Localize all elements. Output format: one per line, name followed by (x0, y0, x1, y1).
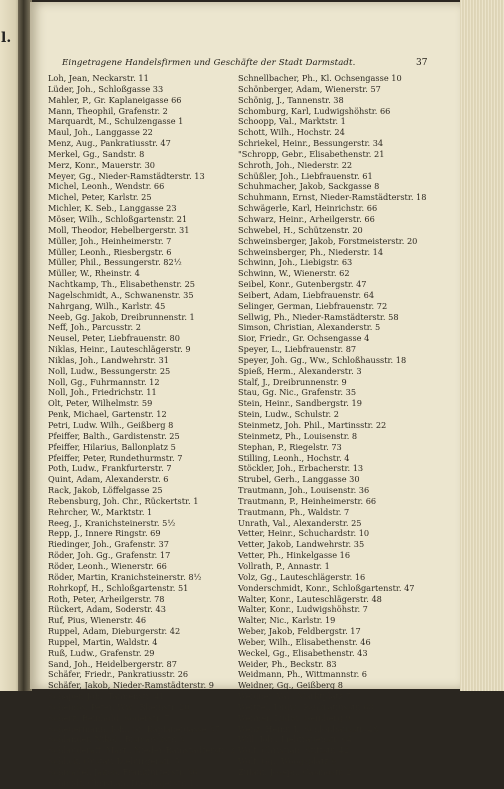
directory-entry: Speyer, Joh. Gg., Ww., Schloßhausstr. 18 (238, 354, 407, 365)
directory-entry: Noll, Ludw., Bessungerstr. 25 (48, 365, 171, 376)
directory-entry: Vetter, Heinr., Schuchardstr. 10 (238, 528, 370, 539)
previous-page-text-fragment: l. (1, 30, 12, 46)
directory-entry: Speyer, L., Liebfrauenstr. 87 (238, 344, 357, 355)
directory-entry: Vonderschmidt, Konr., Schloßgartenstr. 47 (238, 582, 415, 593)
directory-entry: Petri, Ludw. Wilh., Geißberg 8 (48, 420, 174, 430)
directory-entry: Rehrcher, W., Marktstr. 1 (48, 506, 153, 517)
directory-entry: Schnellbacher, Ph., Kl. Ochsengasse 10 (238, 73, 402, 83)
directory-entry: Maul, Joh., Langgasse 22 (48, 127, 153, 138)
directory-entry: Röder, Joh. Gg., Grafenstr. 17 (48, 550, 171, 561)
directory-entry: Merz, Konr., Mauerstr. 30 (48, 159, 156, 170)
directory-entry: Müller, Leonh., Riesbergstr. 6 (48, 246, 172, 257)
directory-entry: Schwägerle, Karl, Heinrichstr. 66 (238, 203, 378, 214)
directory-entry: Nagelschmidt, A., Schwanenstr. 35 (48, 289, 194, 300)
directory-entry: Unrath, Val., Alexanderstr. 25 (238, 517, 362, 528)
directory-entry: Selinger, German, Liebfrauenstr. 72 (238, 300, 388, 311)
directory-entry: Schlander, Nikol., Bismarckstr. 3 (48, 734, 185, 745)
directory-entry: Reeg, J., Kranichsteinerstr. 5½ (48, 517, 176, 528)
directory-entry: Weidner, Val., Marktplatz 7 (238, 691, 351, 702)
directory-entry: Ruf, Pius, Wienerstr. 46 (48, 615, 147, 626)
directory-entry: Olt, Peter, Wilhelmstr. 59 (48, 398, 153, 409)
directory-entry: Rack, Jakob, Löffelgasse 25 (48, 485, 163, 496)
directory-entry: Seibel, Konr., Gutenbergstr. 47 (238, 279, 367, 290)
directory-entry: Scheuermann, Joh., Gr. Kaplaneigasse 37 (48, 723, 220, 734)
directory-entry: Pfeiffer, Peter, Rundethurmstr. 7 (48, 452, 183, 463)
page-number: 37 (416, 58, 428, 68)
directory-entry: Röder, Leonh., Wienerstr. 66 (48, 560, 167, 571)
directory-entry: Mann, Theophil, Grafenstr. 2 (48, 105, 168, 116)
directory-entry: Scherz, Reinhold, Soderstr. 7 (48, 712, 170, 723)
directory-entry: Trautmann, Joh., Louisenstr. 36 (238, 485, 370, 496)
directory-entry: Schlick, Gustav, Dieburgerstr. 5 (48, 756, 180, 767)
directory-entry: Weber, Jakob, Feldbergstr. 17 (238, 626, 361, 637)
directory-entry: Schäfer, Jakob, Nieder-Ramstädterstr. 9 (48, 680, 214, 691)
directory-entry: Schwarz, Heinr., Arheilgerstr. 66 (238, 213, 375, 224)
directory-entry: Noll, Gg., Fuhrmannstr. 12 (48, 376, 160, 387)
directory-entry: Strubel, Gerh., Langgasse 30 (238, 474, 360, 485)
directory-entry: Wolf, Gg., Woogsplatz 6 (238, 756, 337, 767)
directory-entry: Röder, Martin, Kranichsteinerstr. 8½ (48, 571, 202, 582)
directory-entry: Ruppel, Martin, Waldstr. 4 (48, 636, 158, 647)
right-column (238, 73, 458, 778)
directory-entry: Simson, Christian, Alexanderstr. 5 (238, 322, 381, 333)
directory-entry: Schäfer, Friedr., Pankratiusstr. 26 (48, 669, 189, 680)
directory-entry: Walter, Konr., Ludwigshöhstr. 7 (238, 604, 368, 615)
directory-entry: Mahler, P., Gr. Kaplaneigasse 66 (48, 94, 182, 105)
directory-entry: Vollrath, P., Annastr. 1 (238, 560, 330, 571)
directory-entry: Merkel, Gg., Sandstr. 8 (48, 148, 145, 159)
directory-entry: Stein, Ludw., Schulstr. 2 (238, 409, 339, 420)
directory-entry: Schmidt, Christian, Dieburgerstr. 11 (48, 777, 200, 788)
directory-entry: Stephan, P., Riegelstr. 73 (238, 441, 342, 452)
page-block-edge (460, 0, 504, 691)
directory-entry: Schlauderaff, Mart., Nieder-Ramstädterstr. 3 (48, 745, 236, 756)
directory-entry: Trautmann, P., Heinheimerstr. 66 (238, 495, 377, 506)
directory-entry: Rückert, Adam, Soderstr. 43 (48, 604, 166, 615)
directory-entry: Weidmann, Ph., Wittmannstr. 6 (238, 669, 368, 680)
directory-entry: Schweinsberger, Jakob, Forstmeisterstr. 20 (238, 235, 418, 246)
directory-entry: Lüder, Joh., Schloßgasse 33 (48, 83, 164, 94)
directory-entry: Wenner, Ludw., Geißberg 9 (238, 712, 351, 723)
directory-entry: Ruß, Ludw., Grafenstr. 29 (48, 647, 155, 658)
directory-entry: Weitzel, Ludw., Pankratiusstr. 68 (238, 701, 374, 712)
directory-entry: Penk, Michael, Gartenstr. 12 (48, 409, 167, 420)
directory-entry: Schwebel, H., Schützenstr. 20 (238, 224, 363, 235)
directory-entry: Schwinn, W., Wienerstr. 62 (238, 268, 350, 279)
directory-entry: Michel, Leonh., Wendstr. 66 (48, 181, 165, 192)
directory-entry: Menz, Aug., Pankratiusstr. 47 (48, 138, 171, 149)
directory-entry: Müller, W., Rheinstr. 4 (48, 268, 140, 279)
directory-entry: Niklas, Heinr., Lauteschlägerstr. 9 (48, 344, 191, 355)
directory-entry: Rohrkopf, H., Schloßgartenstr. 51 (48, 582, 189, 593)
directory-entry: Schmadel, Jakob, Frankfurterstr. 36 (48, 767, 198, 777)
directory-entry: Schweinsberger, Ph., Niederstr. 14 (238, 246, 384, 257)
directory-entry: Vetter, Jakob, Landwehrstr. 35 (238, 539, 365, 550)
directory-entry: Walter, Nic., Karlstr. 19 (238, 615, 336, 626)
directory-entry: Pfeiffer, Balth., Gardistenstr. 25 (48, 430, 180, 441)
directory-entry: Niklas, Joh., Landwehrstr. 31 (48, 354, 169, 365)
directory-entry: Roth, Peter, Arheilgerstr. 78 (48, 593, 165, 604)
directory-entry: Poth, Ludw., Frankfurterstr. 7 (48, 463, 172, 474)
directory-entry: Rebensburg, Joh. Chr., Rückertstr. 1 (48, 495, 199, 506)
directory-entry: Schroth, Joh., Niederstr. 22 (238, 159, 353, 170)
directory-entry: Stein, Heinr., Sandbergstr. 19 (238, 398, 362, 409)
directory-entry: Schwinn, Joh., Liebigstr. 63 (238, 257, 353, 268)
directory-entry: Schott, Wilh., Hochstr. 24 (238, 127, 345, 138)
directory-entry: Weckel, Gg., Elisabethenstr. 43 (238, 647, 368, 658)
directory-entry: Schriekel, Heinr., Bessungerstr. 34 (238, 138, 384, 149)
directory-entry: Möser, Wilh., Schloßgartenstr. 21 (48, 213, 188, 224)
directory-entry: Nahrgang, Wilh., Karlstr. 45 (48, 300, 166, 311)
directory-entry: Sand, Joh., Heidelbergerstr. 87 (48, 658, 177, 669)
directory-entry: Walter, Konr., Lauteschlägerstr. 48 (238, 593, 382, 604)
directory-entry: Schembs, Peter, Ww., Rheinstr. 20 (48, 701, 190, 712)
directory-entry: Noll, Joh., Friedrichstr. 11 (48, 387, 157, 398)
directory-entry: Schomburg, Karl, Ludwigshöhstr. 66 (238, 105, 391, 116)
directory-entry: Ruppel, Adam, Dieburgerstr. 42 (48, 626, 181, 637)
directory-entry: Sior, Friedr., Gr. Ochsengasse 4 (238, 333, 370, 344)
directory-entry: Neff, Joh., Parcusstr. 2 (48, 322, 141, 333)
directory-entry: Quint, Adam, Alexanderstr. 6 (48, 474, 169, 485)
directory-entry: Zulauf, Joseph, Casinostr. 2 (238, 767, 352, 777)
directory-entry: Repp, J., Innere Ringstr. 69 (48, 528, 161, 539)
directory-entry: Steinmetz, Ph., Louisenstr. 8 (238, 430, 358, 441)
directory-entry: Müller, Joh., Heinheimerstr. 7 (48, 235, 172, 246)
directory-entry: Michler, K. Seb., Langgasse 23 (48, 203, 177, 214)
directory-entry: Weider, Ph., Beckstr. 83 (238, 658, 337, 669)
directory-entry: Loh, Jean, Neckarstr. 11 (48, 73, 149, 83)
directory-entry: Neusel, Peter, Liebfrauenstr. 80 (48, 333, 180, 344)
directory-entry: Meyer, Gg., Nieder-Ramstädterstr. 13 (48, 170, 205, 181)
directory-entry: Trautmann, Ph., Waldstr. 7 (238, 506, 350, 517)
directory-entry: Schüßler, Joh., Liebfrauenstr. 61 (238, 170, 373, 181)
directory-entry: Stilling, Leonh., Hochstr. 4 (238, 452, 350, 463)
directory-page (30, 2, 460, 788)
directory-entry: Vetter, Ph., Hinkelgasse 16 (238, 550, 351, 561)
directory-entry: Stöckler, Joh., Erbacherstr. 13 (238, 463, 364, 474)
directory-entry: Michel, Peter, Karlstr. 25 (48, 192, 152, 203)
directory-entry: Schaper, Joh., Tannenstr. 41 (48, 691, 165, 702)
page-header-title: Eingetragene Handelsfirmen und Geschäfte der Stadt Darmstadt. (62, 58, 356, 68)
directory-entry: Seibert, Adam, Liebfrauenstr. 64 (238, 289, 375, 300)
directory-entry: Schönberger, Adam, Wienerstr. 57 (238, 83, 381, 94)
directory-entry: Schoopp, Val., Marktstr. 1 (238, 116, 346, 127)
left-column (48, 73, 253, 789)
directory-entry: Stau, Gg. Nic., Grafenstr. 35 (238, 387, 357, 398)
directory-entry: Weidner, Gg., Geißberg 8 (238, 680, 343, 691)
directory-entry: Nachtkamp, Th., Elisabethenstr. 25 (48, 279, 195, 290)
directory-entry: Sellwig, Ph., Nieder-Ramstädterstr. 58 (238, 311, 399, 322)
directory-entry: Riedinger, Joh., Grafenstr. 37 (48, 539, 169, 550)
directory-entry: Wenz, Heinr. J., Schloßhausstr. 48 (238, 723, 379, 734)
directory-entry: Schönig, J., Tannenstr. 38 (238, 94, 344, 105)
directory-entry: Will, Joh., Liebfrauenstr. 64 (238, 734, 353, 745)
directory-entry: Schuhmann, Ernst, Nieder-Ramstädterstr. 18 (238, 192, 427, 203)
directory-entry: Müller, Phil., Bessungerstr. 82½ (48, 257, 182, 268)
directory-entry: Schuhmacher, Jakob, Sackgasse 8 (238, 181, 380, 192)
directory-entry: Steinmetz, Joh. Phil., Martinsstr. 22 (238, 420, 387, 430)
directory-entry: Stalf, J., Dreibrunnenstr. 9 (238, 376, 347, 387)
directory-entry: Volz, Gg., Lauteschlägerstr. 16 (238, 571, 366, 582)
directory-entry: Marquardt, M., Schulzengasse 1 (48, 116, 184, 127)
directory-entry: Moll, Theodor, Hebelbergerstr. 31 (48, 224, 190, 235)
directory-entry: Weber, Wilh., Elisabethenstr. 46 (238, 636, 371, 647)
directory-entry: Neeb, Gg. Jakob, Dreibrunnenstr. 1 (48, 311, 195, 322)
directory-entry: Wolf, Christian, Stiftstr. 42 (238, 745, 349, 756)
directory-entry: "Schropp, Gebr., Elisabethenstr. 21 (238, 148, 385, 159)
directory-entry: Spieß, Herm., Alexanderstr. 3 (238, 365, 362, 376)
directory-entry: Pfeiffer, Hilarius, Ballonplatz 5 (48, 441, 176, 452)
